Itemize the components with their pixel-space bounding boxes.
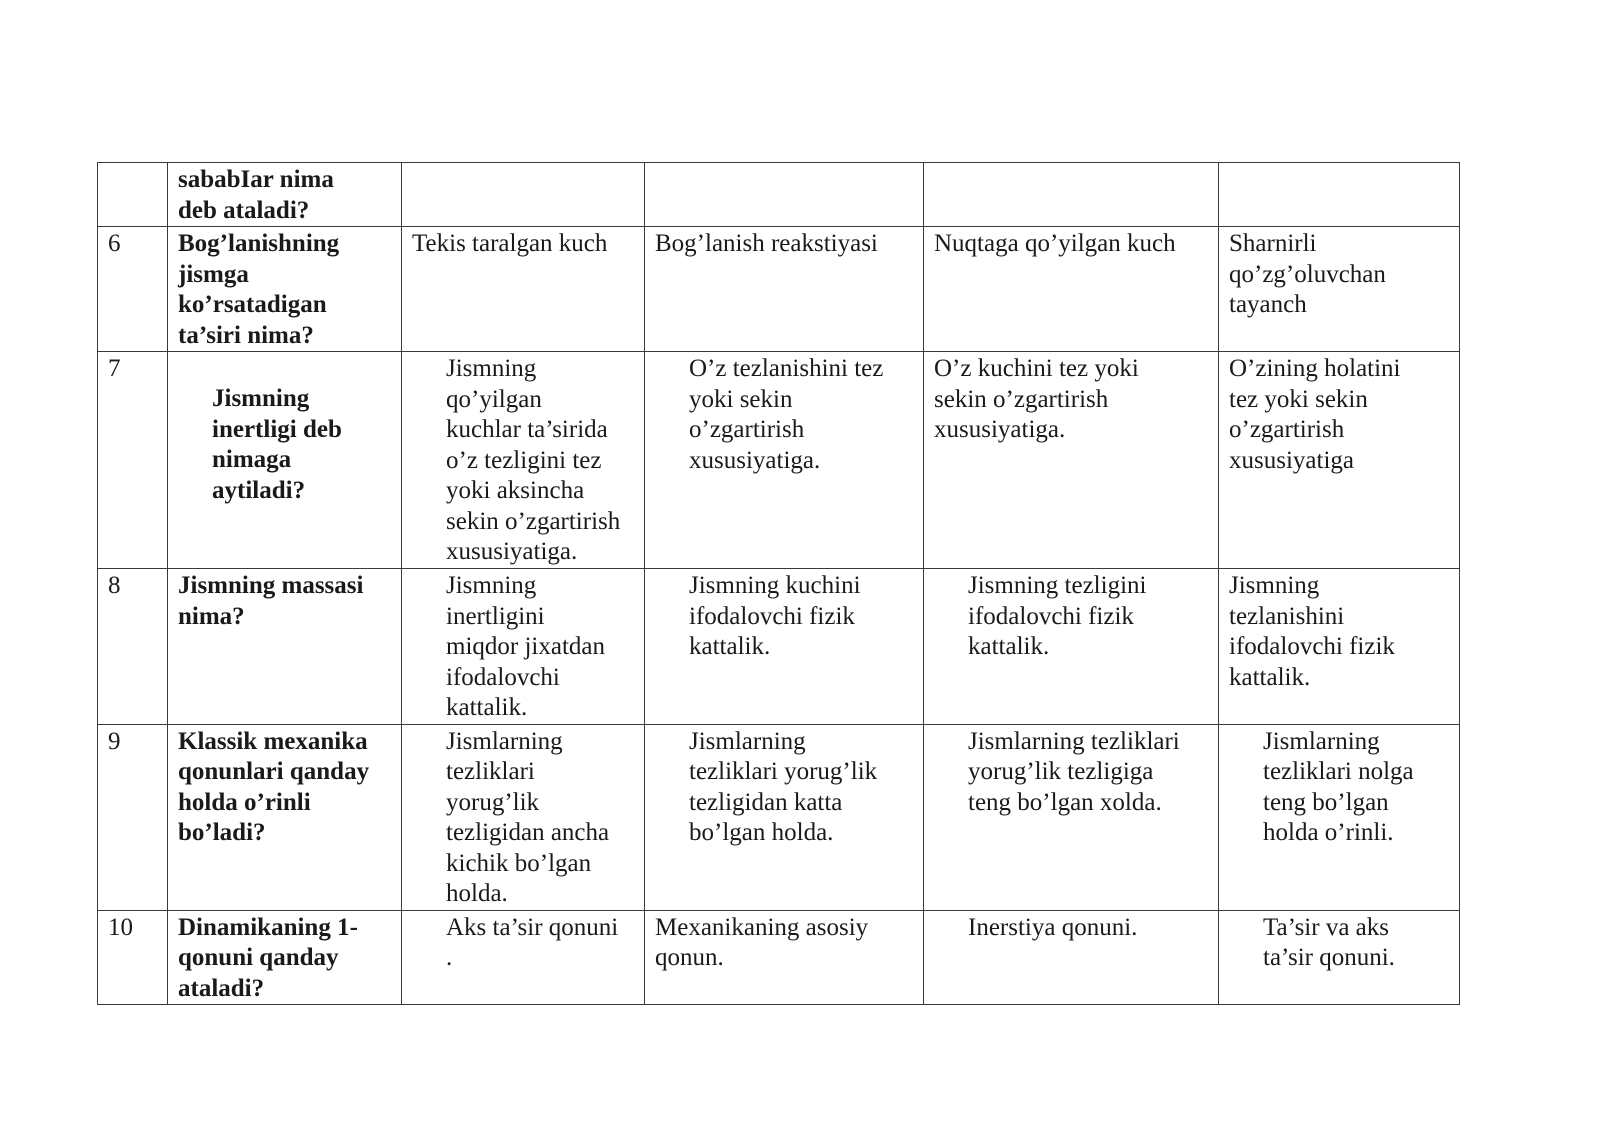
table-row [98, 163, 1460, 227]
question-cell: Jismning massasi nima? [168, 569, 402, 725]
answer-c-cell: O’z kuchini tez yoki sekin o’zgartirish xususiyatiga. [924, 352, 1219, 569]
question-cell: Klassik mexanika qonunlari qanday holda o’rinli bo’ladi? [168, 724, 402, 910]
answer-c-cell: Nuqtaga qo’yilgan kuch [924, 227, 1219, 352]
answer-b-cell: O’z tezlanishini tez yoki sekin o’zgartirish xususiyatiga. [645, 352, 924, 569]
answer-b-cell: Bog’lanish reakstiyasi [645, 227, 924, 352]
answer-a-cell: Jismning inertligini miqdor jixatdan ifodalovchi kattalik. [402, 569, 645, 725]
answer-c-cell: Inerstiya qonuni. [924, 910, 1219, 1005]
table-row [98, 910, 1460, 1005]
answer-a-cell: Aks ta’sir qonuni . [402, 910, 645, 1005]
row-number: 10 [98, 910, 168, 1005]
row-number: 7 [98, 352, 168, 569]
question-cell: Jismning inertligi deb nimaga aytiladi? [168, 352, 402, 569]
answer-b-cell: Mexanikaning asosiy qonun. [645, 910, 924, 1005]
question-cell: Dinamikaning 1- qonuni qanday ataladi? [168, 910, 402, 1005]
question-table [97, 162, 1460, 1005]
answer-d-cell [1219, 163, 1460, 227]
answer-d-cell: Ta’sir va aks ta’sir qonuni. [1219, 910, 1460, 1005]
answer-d-cell: Sharnirli qo’zg’oluvchan tayanch [1219, 227, 1460, 352]
answer-d-cell: Jismlarning tezliklari nolga teng bo’lgan holda o’rinli. [1219, 724, 1460, 910]
answer-a-cell: Jismning qo’yilgan kuchlar ta’sirida o’z tezligini tez yoki aksincha sekin o’zgartirish xususiyatiga. [402, 352, 645, 569]
table-row [98, 227, 1460, 352]
answer-a-cell [402, 163, 645, 227]
row-number: 8 [98, 569, 168, 725]
answer-d-cell: O’zining holatini tez yoki sekin o’zgartirish xususiyatiga [1219, 352, 1460, 569]
table-row [98, 724, 1460, 910]
answer-a-cell: Tekis taralgan kuch [402, 227, 645, 352]
table-row [98, 569, 1460, 725]
answer-b-cell: Jismlarning tezliklari yorug’lik tezligidan katta bo’lgan holda. [645, 724, 924, 910]
question-cell: sababIar nima deb ataladi? [168, 163, 402, 227]
row-number [98, 163, 168, 227]
table-row [98, 352, 1460, 569]
answer-b-cell: Jismning kuchini ifodalovchi fizik kattalik. [645, 569, 924, 725]
answer-c-cell: Jismning tezligini ifodalovchi fizik kattalik. [924, 569, 1219, 725]
answer-c-cell [924, 163, 1219, 227]
row-number: 6 [98, 227, 168, 352]
answer-a-cell: Jismlarning tezliklari yorug’lik tezligidan ancha kichik bo’lgan holda. [402, 724, 645, 910]
row-number: 9 [98, 724, 168, 910]
answer-d-cell: Jismning tezlanishini ifodalovchi fizik kattalik. [1219, 569, 1460, 725]
answer-c-cell: Jismlarning tezliklari yorug’lik tezligiga teng bo’lgan xolda. [924, 724, 1219, 910]
answer-b-cell [645, 163, 924, 227]
question-cell: Bog’lanishning jismga ko’rsatadigan ta’siri nima? [168, 227, 402, 352]
